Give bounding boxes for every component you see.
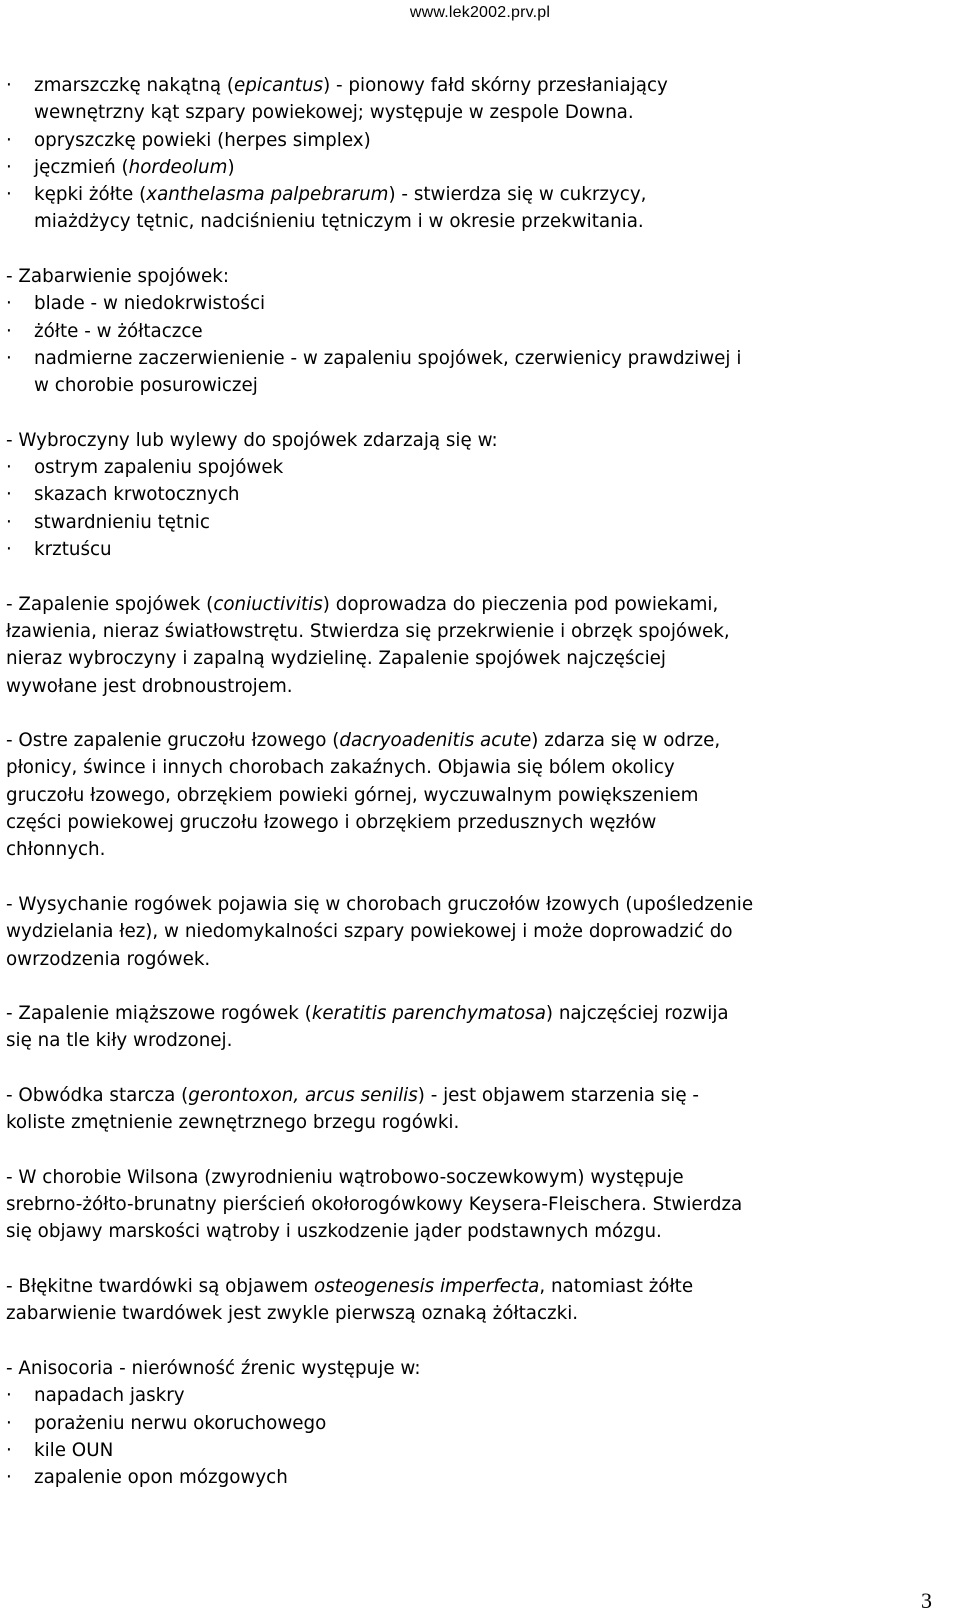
text-line: miażdżycy tętnic, nadciśnieniu tętniczym i w okresie przekwitania. (34, 211, 644, 233)
paragraph-line: chłonnych. (6, 839, 106, 861)
paragraph-line: płonicy, śwince i innych chorobach zakaźnych. Objawia się bólem okolicy (6, 757, 675, 779)
list-item: · kępki żółte (xanthelasma palpebrarum) - stwierdza się w cukrzycy, (6, 181, 946, 208)
paragraph-line: owrzodzenia rogówek. (6, 948, 211, 970)
paragraph-line: - Zapalenie miąższowe rogówek (keratitis parenchymatosa) najczęściej rozwija (6, 1003, 729, 1025)
section-heading: - Zabarwienie spojówek: (6, 266, 229, 288)
paragraph-line: nieraz wybroczyny i zapalną wydzielinę. Zapalenie spojówek najczęściej (6, 648, 666, 670)
paragraph-line: wydzielania łez), w niedomykalności szpary powiekowej i może doprowadzić do (6, 921, 733, 943)
section-heading: - Wybroczyny lub wylewy do spojówek zdarzają się w: (6, 429, 498, 451)
list-item: · jęczmień (hordeolum) (6, 154, 946, 181)
list-item: · nadmierne zaczerwienienie - w zapaleniu spojówek, czerwienicy prawdziwej i (6, 345, 946, 372)
paragraph-line: srebrno-żółto-brunatny pierścień okołorogówkowy Keysera-Fleischera. Stwierdza (6, 1194, 743, 1216)
paragraph-line: się na tle kiły wrodzonej. (6, 1030, 233, 1052)
paragraph-line: - Ostre zapalenie gruczołu łzowego (dacryoadenitis acute) zdarza się w odrze, (6, 730, 721, 752)
list-item: · zmarszczkę nakątną (epicantus) - pionowy fałd skórny przesłaniający (6, 72, 946, 99)
text-line: w chorobie posurowiczej (34, 375, 258, 397)
page-header-url: www.lek2002.prv.pl (409, 4, 551, 21)
paragraph-line: - Obwódka starcza (gerontoxon, arcus senilis) - jest objawem starzenia się - (6, 1084, 700, 1106)
paragraph-line: zabarwienie twardówek jest zwykle pierwszą oznaką żółtaczki. (6, 1303, 579, 1325)
paragraph-line: - Wysychanie rogówek pojawia się w chorobach gruczołów łzowych (upośledzenie (6, 893, 754, 915)
section-heading: - Anisocoria - nierówność źrenic występuje w: (6, 1357, 421, 1379)
paragraph-line: - Zapalenie spojówek (coniuctivitis) doprowadza do pieczenia pod powiekami, (6, 593, 719, 615)
list-item: · porażeniu nerwu okoruchowego (6, 1410, 946, 1437)
list-item: · ostrym zapaleniu spojówek (6, 454, 946, 481)
paragraph-line: wywołane jest drobnoustrojem. (6, 675, 293, 697)
list-item: · krztuścu (6, 536, 946, 563)
list-item: · stwardnieniu tętnic (6, 509, 946, 536)
paragraph-line: - W chorobie Wilsona (zwyrodnieniu wątrobowo-soczewkowym) występuje (6, 1166, 684, 1188)
list-item: · żółte - w żółtaczce (6, 318, 946, 345)
list-item: · blade - w niedokrwistości (6, 290, 946, 317)
list-item: · skazach krwotocznych (6, 481, 946, 508)
page-number: 3 (921, 1588, 932, 1613)
paragraph-line: koliste zmętnienie zewnętrznego brzegu rogówki. (6, 1112, 460, 1134)
paragraph-line: gruczołu łzowego, obrzękiem powieki górnej, wyczuwalnym powiększeniem (6, 784, 699, 806)
paragraph-line: - Błękitne twardówki są objawem osteogenesis imperfecta, natomiast żółte (6, 1276, 694, 1298)
document-body (6, 72, 946, 1491)
list-item: · opryszczkę powieki (herpes simplex) (6, 127, 946, 154)
paragraph-line: łzawienia, nieraz światłowstrętu. Stwierdza się przekrwienie i obrzęk spojówek, (6, 620, 730, 642)
text-line: wewnętrzny kąt szpary powiekowej; występuje w zespole Downa. (34, 102, 634, 124)
paragraph-line: się objawy marskości wątroby i uszkodzenie jąder podstawnych mózgu. (6, 1221, 662, 1243)
list-item: · napadach jaskry (6, 1382, 946, 1409)
list-item: · zapalenie opon mózgowych (6, 1464, 946, 1491)
list-item: · kile OUN (6, 1437, 946, 1464)
paragraph-line: części powiekowej gruczołu łzowego i obrzękiem przedusznych węzłów (6, 812, 657, 834)
